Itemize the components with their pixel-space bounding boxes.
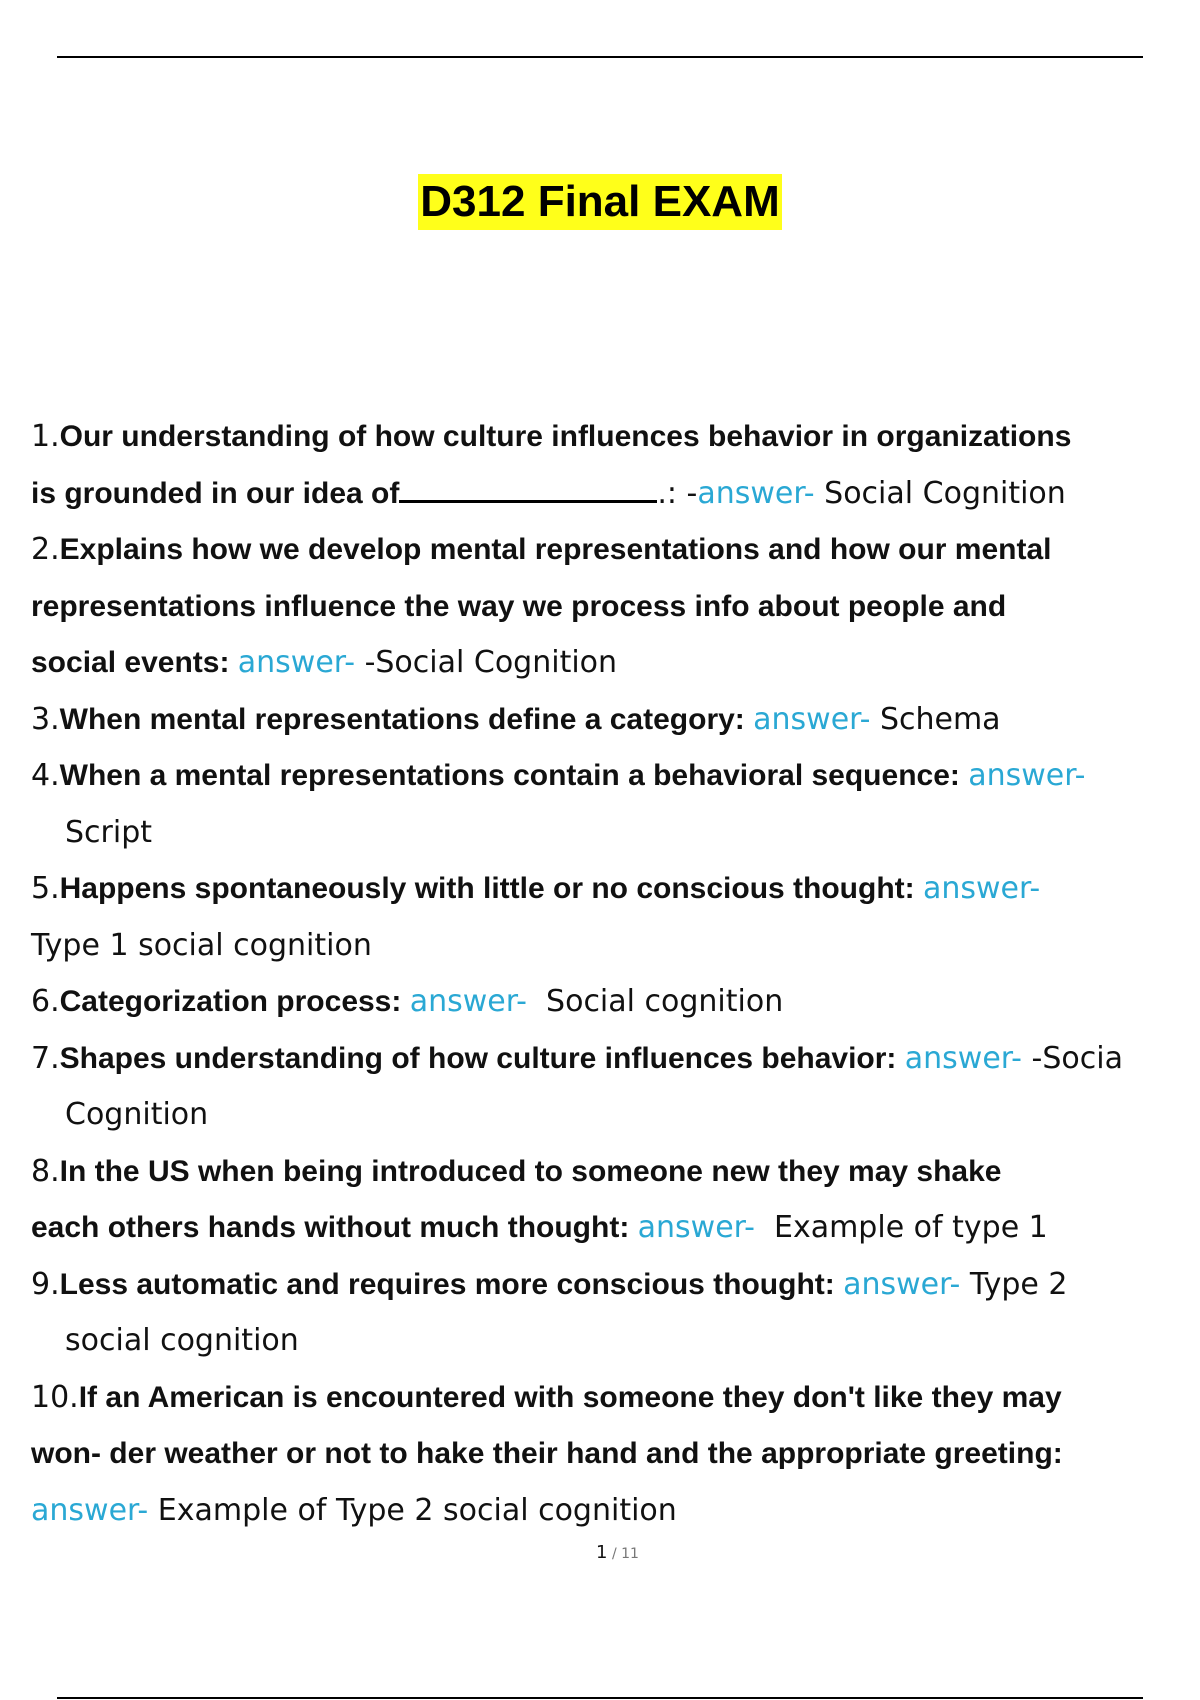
answer-label: answer- — [237, 645, 356, 680]
list-item — [31, 692, 1200, 749]
top-rule — [57, 56, 1143, 58]
answer-text: -Social Cognition — [355, 645, 618, 680]
list-item — [31, 1144, 1200, 1257]
answer-label: answer- — [31, 1492, 149, 1528]
list-item — [31, 522, 1200, 692]
list-item — [31, 861, 1200, 974]
answer-text: Type 2 — [960, 1266, 1068, 1302]
page-number — [0, 1542, 1200, 1563]
list-item — [31, 974, 1200, 1031]
answer-label: answer- — [843, 1266, 961, 1302]
total-pages: / 11 — [607, 1546, 639, 1562]
question-list — [31, 409, 1200, 1539]
item-number: 10. — [31, 1379, 79, 1415]
question-text: When mental representations define a category: — [59, 702, 754, 736]
question-text: Categorization process: — [59, 985, 410, 1018]
answer-text: Social cognition — [526, 984, 784, 1019]
current-page: 1 — [596, 1542, 608, 1563]
item-number: 6. — [31, 984, 60, 1019]
item-number: 1. — [31, 419, 60, 454]
answer-label: answer- — [968, 758, 1086, 793]
item-number: 8. — [31, 1153, 60, 1189]
item-number: 7. — [31, 1040, 60, 1076]
answer-text: Cognition — [65, 1097, 209, 1132]
item-number: 3. — [31, 701, 60, 737]
question-text: Explains how we develop mental representations and how our mental — [59, 533, 1052, 566]
answer-text: Script — [65, 814, 153, 850]
answer-text: Example of type 1 — [754, 1210, 1048, 1245]
fill-in-blank — [399, 476, 657, 503]
list-item — [31, 1257, 1200, 1370]
item-number: 4. — [31, 758, 60, 793]
question-text: If an American is encountered with someone they don't like they may — [78, 1380, 1062, 1414]
answer-text: social cognition — [65, 1323, 299, 1358]
answer-text: Social Cognition — [814, 475, 1066, 511]
item-number: 2. — [31, 532, 60, 567]
question-text: is grounded in our idea of — [31, 476, 400, 510]
question-text: In the US when being introduced to someone new they may shake — [59, 1154, 1002, 1188]
bottom-rule — [57, 1697, 1143, 1699]
item-number: 9. — [31, 1266, 60, 1302]
answer-text: Schema — [870, 701, 1001, 737]
question-suffix: .: - — [657, 475, 698, 511]
answer-label: answer- — [753, 701, 871, 737]
title-container — [0, 174, 1200, 230]
list-item — [31, 409, 1200, 522]
item-number: 5. — [31, 871, 60, 906]
question-text: won- der weather or not to hake their hand and the appropriate greeting: — [31, 1437, 1063, 1470]
question-text: Shapes understanding of how culture influences behavior: — [59, 1041, 905, 1075]
answer-label: answer- — [697, 475, 815, 511]
question-text: When a mental representations contain a behavioral sequence: — [59, 759, 969, 792]
answer-label: answer- — [637, 1210, 755, 1245]
document-title: D312 Final EXAM — [418, 174, 781, 230]
question-text: social events: — [31, 646, 238, 679]
question-text: representations influence the way we process info about people and — [31, 589, 1007, 623]
question-text: each others hands without much thought: — [31, 1211, 638, 1244]
question-text: Less automatic and requires more conscious thought: — [59, 1267, 844, 1301]
question-text: Happens spontaneously with little or no conscious thought: — [59, 872, 923, 905]
answer-label: answer- — [922, 871, 1041, 906]
list-item — [31, 1370, 1200, 1540]
answer-label: answer- — [904, 1040, 1023, 1076]
answer-text: Example of Type 2 social cognition — [148, 1492, 677, 1528]
question-text: Our understanding of how culture influences behavior in organizations — [59, 420, 1072, 453]
answer-text: -Socia — [1022, 1040, 1123, 1076]
answer-label: answer- — [409, 984, 527, 1019]
list-item — [31, 1031, 1200, 1144]
list-item — [31, 748, 1200, 861]
answer-text: Type 1 social cognition — [31, 927, 372, 963]
